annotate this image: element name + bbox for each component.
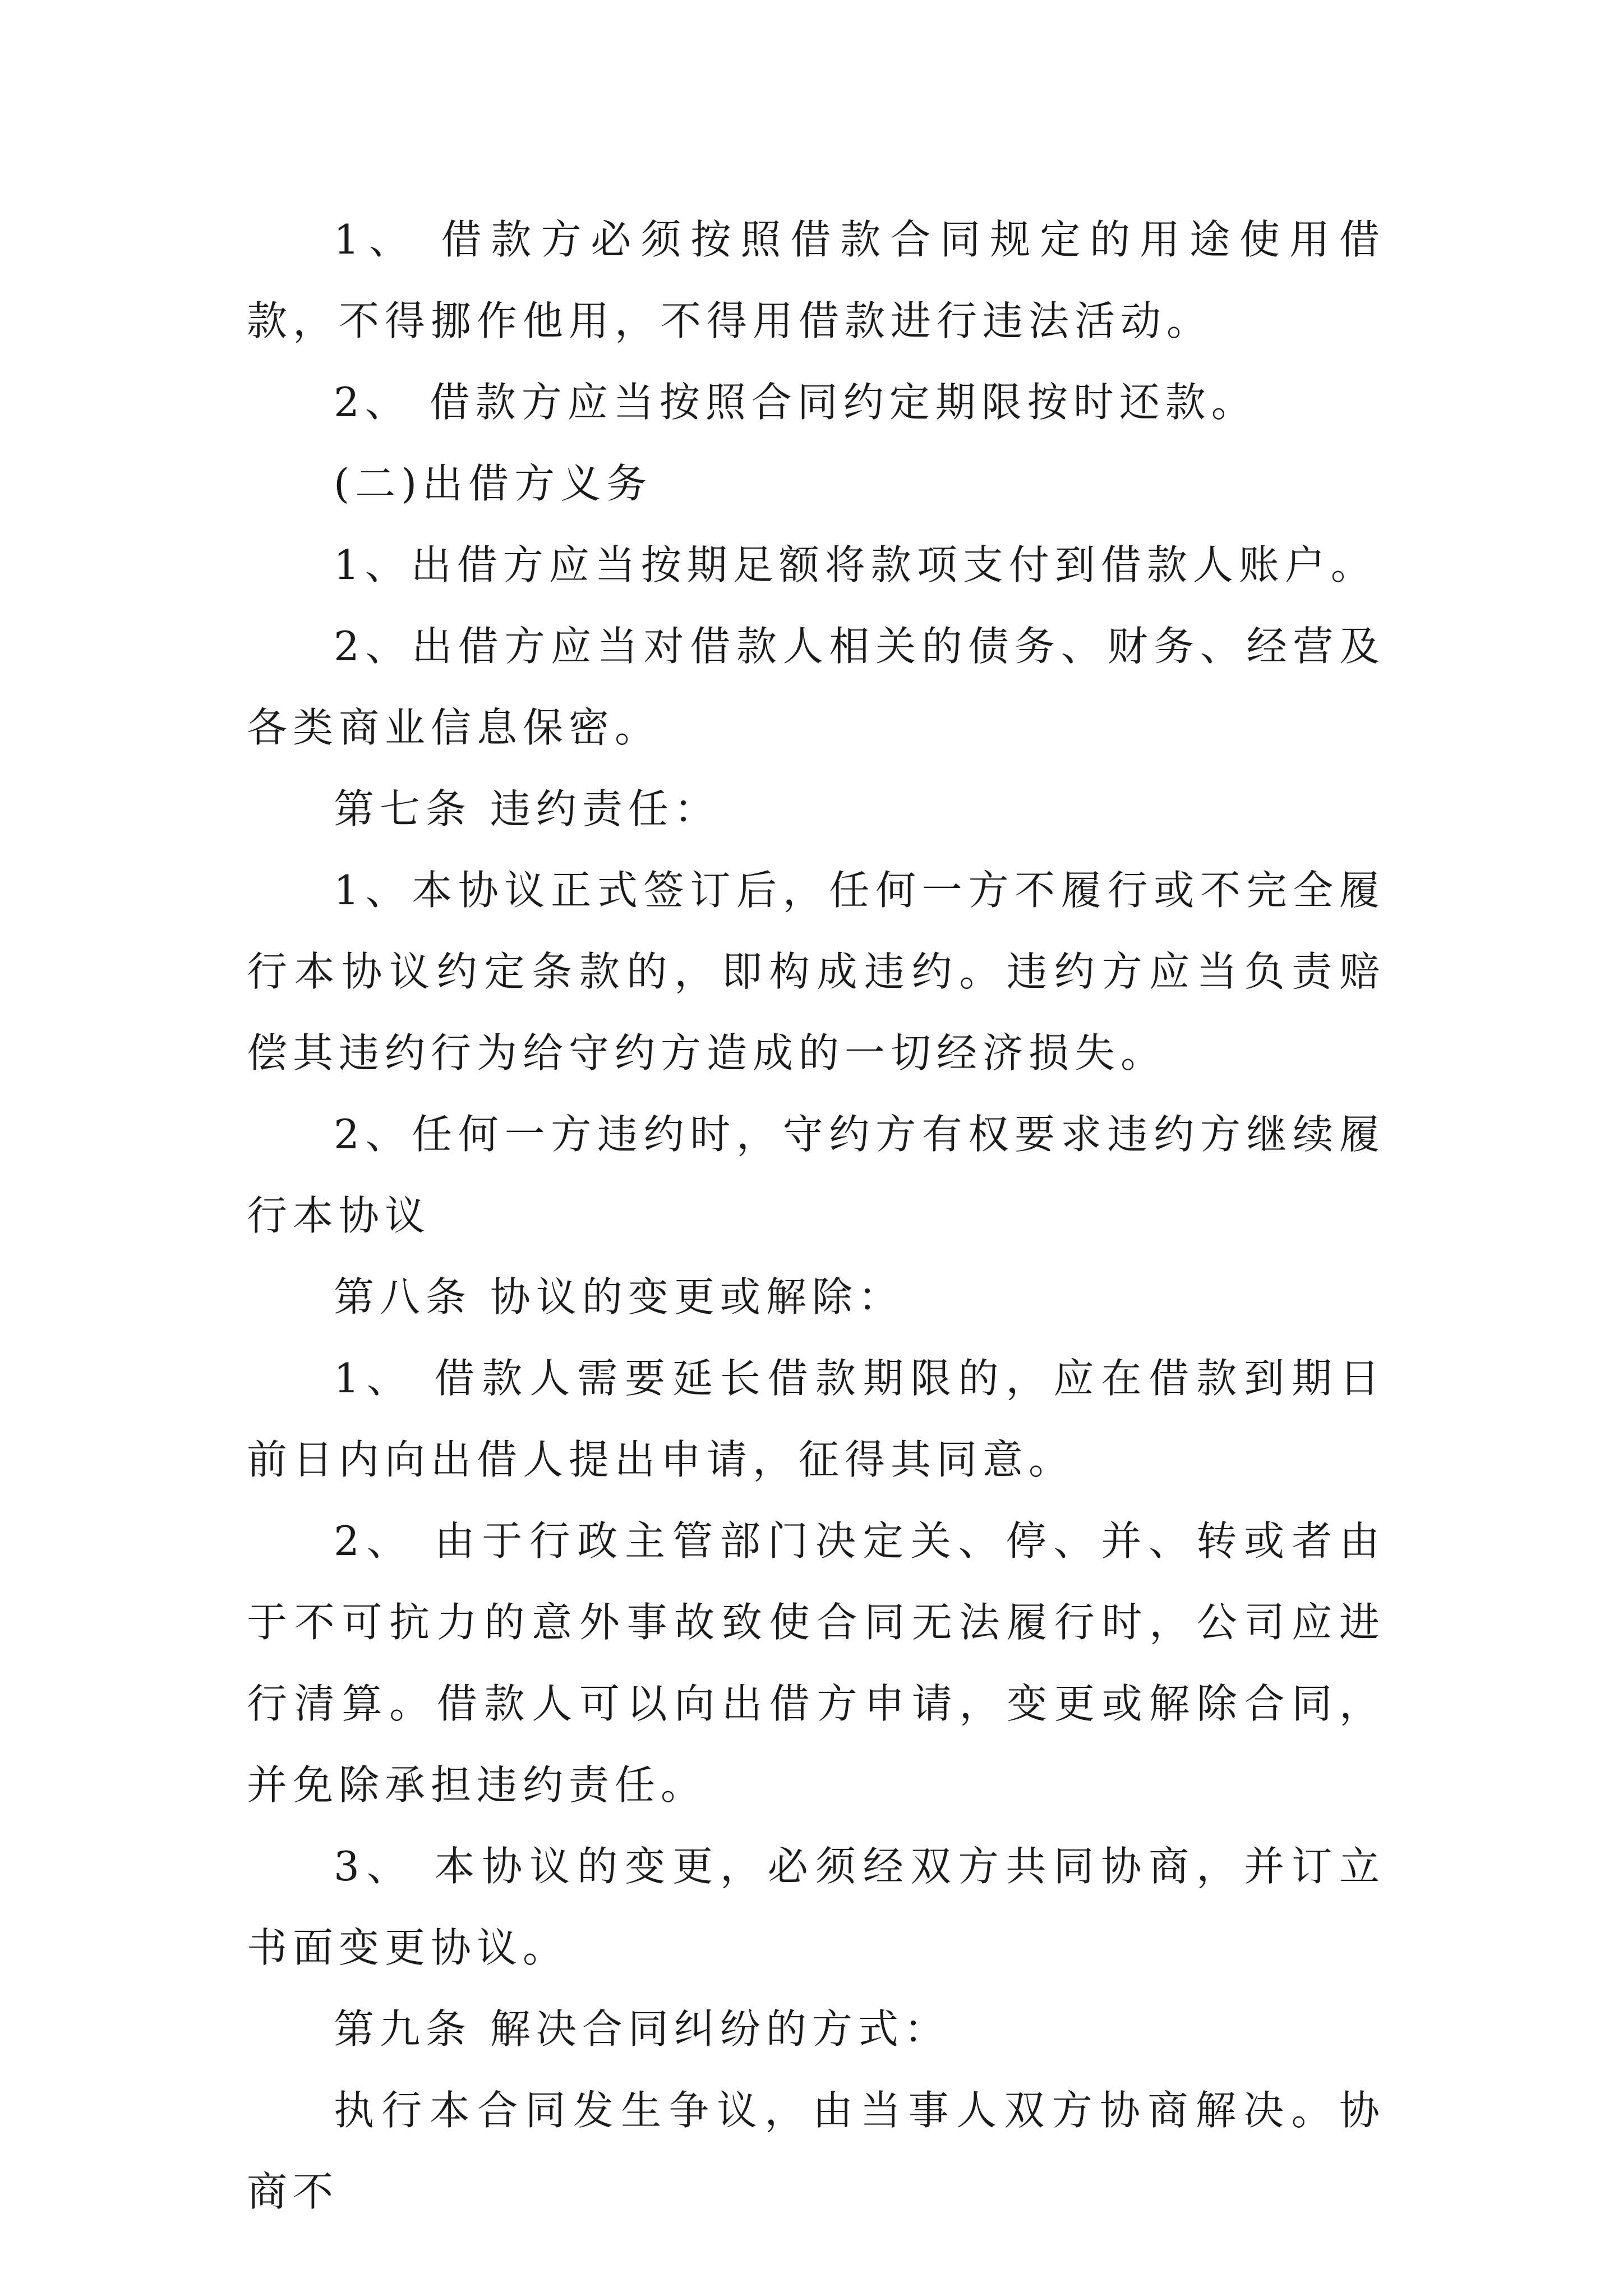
paragraph-dispute: 执行本合同发生争议，由当事人双方协商解决。协商不	[247, 2087, 1385, 2215]
heading-lender-obligations: (二)出借方义务	[334, 460, 653, 507]
paragraph-breach-1: 1、本协议正式签订后，任何一方不履行或不完全履行本协议约定条款的，即构成违约。违约方应当负责赔偿其违约行为给守约方造成的一切经济损失。	[247, 867, 1385, 1076]
heading-article-9: 第九条 解决合同纠纷的方式：	[334, 2005, 950, 2053]
paragraph-borrower-duty-1: 1、 借款方必须按照借款合同规定的用途使用借款，不得挪作他用，不得用借款进行违法活动。	[247, 216, 1385, 344]
heading-article-8: 第八条 协议的变更或解除：	[334, 1273, 904, 1320]
document-body	[247, 199, 1385, 2233]
paragraph-change-2: 2、 由于行政主管部门决定关、停、并、转或者由于不可抗力的意外事故致使合同无法履行时，公司应进行清算。借款人可以向出借方申请，变更或解除合同，并免除承担违约责任。	[247, 1517, 1385, 1809]
paragraph-borrower-duty-2: 2、 借款方应当按照合同约定期限按时还款。	[334, 379, 1257, 426]
paragraph-change-1: 1、 借款人需要延长借款期限的，应在借款到期日前日内向出借人提出申请，征得其同意。	[247, 1355, 1385, 1483]
paragraph-lender-duty-1: 1、出借方应当按期足额将款项支付到借款人账户。	[334, 541, 1377, 588]
paragraph-breach-2: 2、任何一方违约时，守约方有权要求违约方继续履行本协议	[247, 1111, 1385, 1239]
paragraph-lender-duty-2: 2、出借方应当对借款人相关的债务、财务、经营及各类商业信息保密。	[247, 623, 1385, 751]
paragraph-change-3: 3、 本协议的变更，必须经双方共同协商，并订立书面变更协议。	[247, 1843, 1385, 1971]
heading-article-7: 第七条 违约责任：	[334, 785, 720, 832]
